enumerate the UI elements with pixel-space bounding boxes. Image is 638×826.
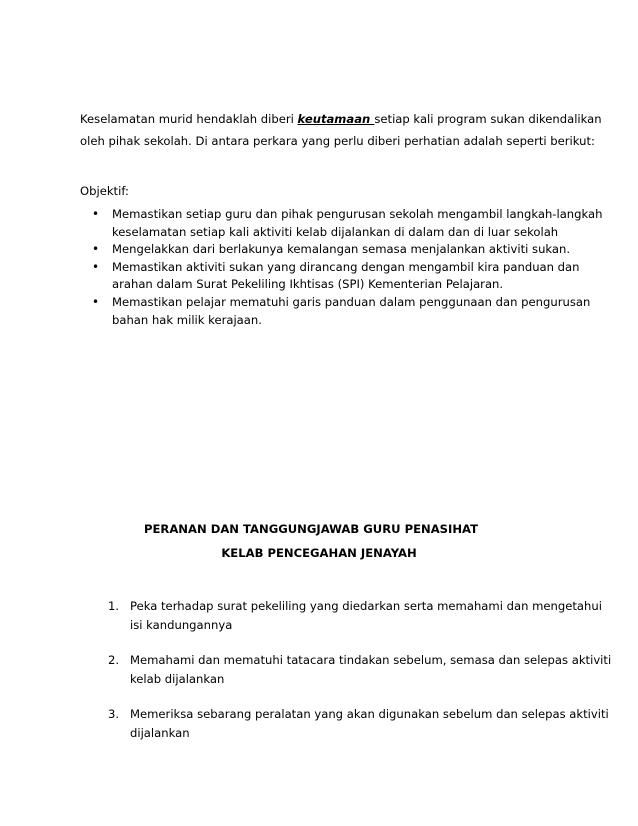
intro-line-1 [80, 108, 602, 130]
duty-item [108, 705, 608, 743]
bullet-icon: • [92, 259, 100, 274]
duty-item [108, 651, 612, 689]
bullet-icon: • [92, 207, 100, 221]
objektif-item-line: bahan hak milik kerajaan. [112, 312, 262, 327]
objektif-item-line: arahan dalam Surat Pekeliling Ikhtisas (SPI) Kementerian Pelajaran. [112, 277, 504, 292]
objektif-list [88, 206, 608, 329]
section-heading-club: KELAB PENCEGAHAN JENAYAH [221, 546, 417, 560]
duty-line: kelab dijalankan [130, 672, 225, 686]
intro-line-1-start: Keselamatan murid hendaklah diberi [80, 112, 298, 126]
intro-line-1-end: setiap kali program sukan dikendalikan [374, 112, 602, 126]
objektif-item-line: keselamatan setiap kali aktiviti kelab dijalankan di dalam dan di luar sekolah [112, 224, 559, 239]
objektif-item [88, 259, 608, 294]
objektif-item [88, 294, 608, 329]
objektif-item [88, 241, 608, 259]
bullet-icon: • [92, 242, 100, 257]
objektif-item-line: Mengelakkan dari berlakunya kemalangan semasa menjalankan aktiviti sukan. [112, 242, 571, 257]
duty-number: 3. [108, 707, 120, 721]
objektif-item [88, 206, 608, 241]
objektif-item-line: Memastikan setiap guru dan pihak pengurusan sekolah mengambil langkah-langkah [112, 207, 603, 221]
section-heading-roles: PERANAN DAN TANGGUNGJAWAB GURU PENASIHAT [143, 522, 479, 536]
duty-line: Peka terhadap surat pekeliling yang diedarkan serta memahami dan mengetahui [130, 599, 602, 613]
objektif-item-line: Memastikan aktiviti sukan yang dirancang dengan mengambil kira panduan dan [112, 259, 580, 274]
duty-number: 1. [108, 599, 120, 613]
bullet-icon: • [92, 294, 100, 309]
duty-line: dijalankan [130, 726, 190, 740]
intro-line-2: oleh pihak sekolah. Di antara perkara yang perlu diberi perhatian adalah seperti berikut: [80, 134, 595, 148]
duty-line: isi kandungannya [130, 618, 233, 632]
intro-paragraph [80, 108, 602, 152]
duty-number: 2. [108, 653, 120, 667]
duty-line: Memahami dan mematuhi tatacara tindakan sebelum, semasa dan selepas aktiviti [130, 653, 612, 667]
duties-list [108, 597, 612, 759]
intro-emphasis: keutamaan [297, 112, 375, 126]
duty-line: Memeriksa sebarang peralatan yang akan digunakan sebelum dan selepas aktiviti [130, 707, 609, 721]
objektif-heading: Objektif: [80, 184, 129, 198]
objektif-item-line: Memastikan pelajar mematuhi garis panduan dalam penggunaan dan pengurusan [112, 294, 591, 309]
duty-item [108, 597, 608, 635]
